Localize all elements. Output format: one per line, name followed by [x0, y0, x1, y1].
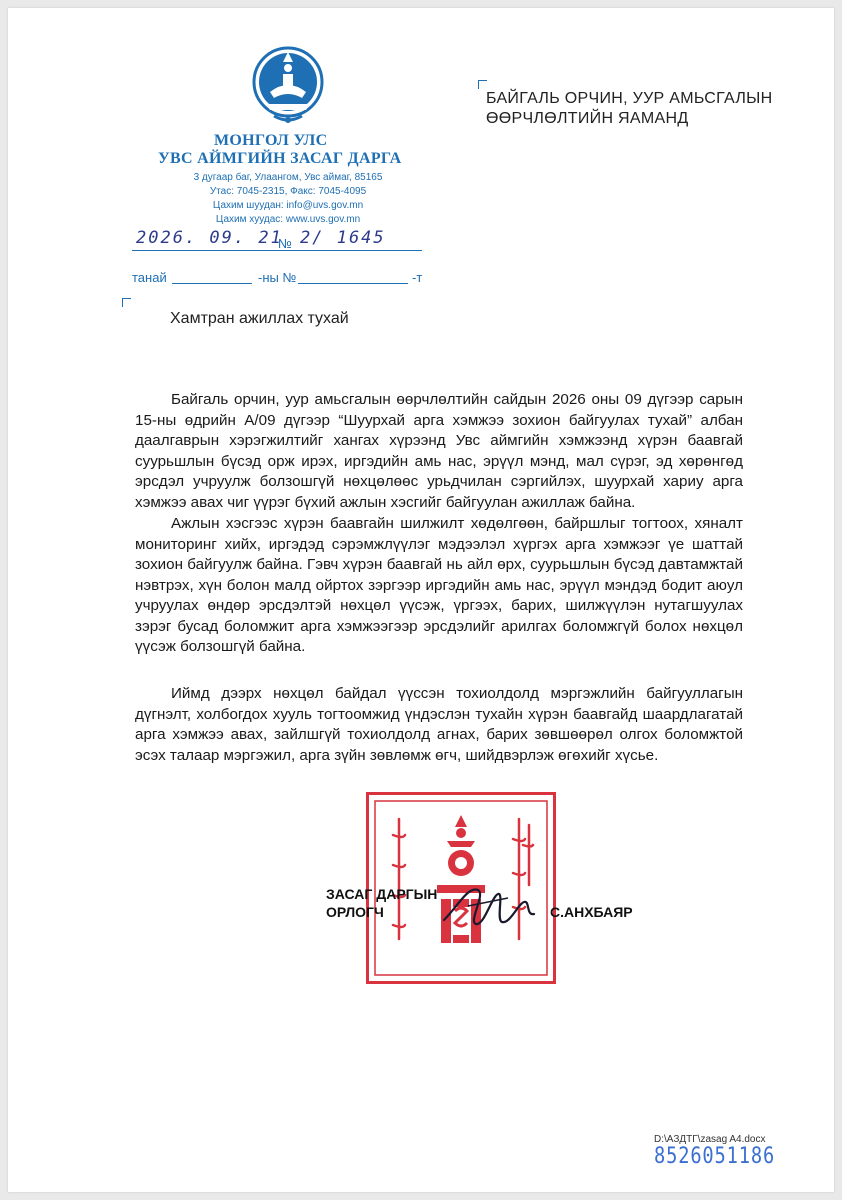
reference-number-blank — [298, 283, 408, 284]
registration-date: 2026. 09. 21 — [136, 228, 283, 248]
registration-no-label: № — [278, 236, 292, 251]
addressee-corner-mark — [478, 80, 487, 89]
letter-page — [8, 8, 834, 1192]
org-website: Цахим хуудас: www.uvs.gov.mn — [215, 214, 361, 225]
footer-file-path: D:\АЗДТГ\zasag A4.docx — [654, 1134, 766, 1145]
addressee-line-1: БАЙГАЛЬ ОРЧИН, УУР АМЬСГАЛЫН — [486, 90, 773, 107]
letter-subject: Хамтран ажиллах тухай — [170, 310, 349, 327]
org-country-name: МОНГОЛ УЛС — [214, 132, 328, 149]
signatory-title-line-2: ОРЛОГЧ — [326, 904, 384, 920]
reference-mid: -ны № — [258, 270, 297, 285]
org-email: Цахим шуудан: info@uvs.gov.mn — [212, 200, 364, 211]
addressee-line-2: ӨӨРЧЛӨЛТИЙН ЯАМАНД — [486, 110, 689, 127]
reference-suffix: -т — [412, 270, 423, 285]
reference-date-blank — [172, 283, 252, 284]
org-governor-name: УВС АЙМГИЙН ЗАСАГ ДАРГА — [158, 150, 402, 167]
state-emblem-icon — [252, 42, 324, 126]
body-paragraph-2: Ажлын хэсгээс хүрэн баавгайн шилжилт хөдөлгөөн, байршлыг тогтоох, хяналт мониторинг хийх, иргэдэд сэрэмжлүүлэг мэдээлэл хүргэх арга хэмжээг үе шаттай зохион байгуулж байна. Гэвч хүрэн баавгай нь айл өрх, суурьшлын бүсэд давтамжтай нэвтрэх, хүн болон малд ойртох зэргээр иргэдийн амь нас, эрүүл мэндэд бодит аюул учруулах өндөр эрсдэлтэй нөхцөл үүсэж, үргээх, барих, шилжүүлэн нутагшуулах зэрэг бусад боломжит арга хэмжээгээр эрсдэлийг арилгах боломжгүй болох нөхцөл үүсэж болзошгүй байна. — [135, 515, 743, 655]
body-paragraph-3: Иймд дээрх нөхцөл байдал үүссэн тохиолдолд мэргэжлийн байгууллагын дүгнэлт, холбогдох хууль тогтоомжид үндэслэн тухайн хүрэн баавгайд шаардлагатай арга хэмжээ авах, зайлшгүй тохиолдолд агнах, барих зөвшөөрөл олгох боломжтой эсэх талаар мэргэжил, арга зүйн зөвлөмж өгч, шийдвэрлэж өгөхийг хүсье. — [135, 685, 743, 764]
reference-prefix: танай — [132, 270, 167, 285]
signatory-title-line-1: ЗАСАГ ДАРГЫН — [326, 886, 438, 902]
subject-corner-mark — [122, 298, 131, 307]
signatory-name: С.АНХБАЯР — [550, 904, 633, 920]
org-phone-fax: Утас: 7045-2315, Факс: 7045-4095 — [209, 186, 367, 197]
body-paragraph-1: Байгаль орчин, уур амьсгалын өөрчлөлтийн сайдын 2026 оны 09 дүгээр сарын 15-ны өдрийн А/09 дүгээр “Шуурхай арга хэмжээ зохион байгуулах тухай” албан даалгаврын хэрэгжилтийг хангах хүрээнд Увс аймгийн хэмжээнд хүрэн баавгай суурьшлын бүсэд орж ирэх, иргэдийн амь нас, эрүүл мэнд, мал сүрэг, эд хөрөнгөд эрсдэл учруулж болзошгүй нөхцөлөөс урьдчилан сэргийлэх, шуурхай хариу арга хэмжээ авах чиг үүрэг бүхий ажлын хэсгийг байгуулан ажиллаж байна. — [135, 391, 743, 511]
registration-underline — [132, 250, 422, 251]
handwritten-signature — [438, 876, 548, 936]
registration-number: 2/ 1645 — [300, 228, 386, 248]
footer-serial-number: 8526051186 — [654, 1144, 776, 1169]
org-address: 3 дугаар баг, Улаангом, Увс аймаг, 85165 — [193, 172, 383, 183]
